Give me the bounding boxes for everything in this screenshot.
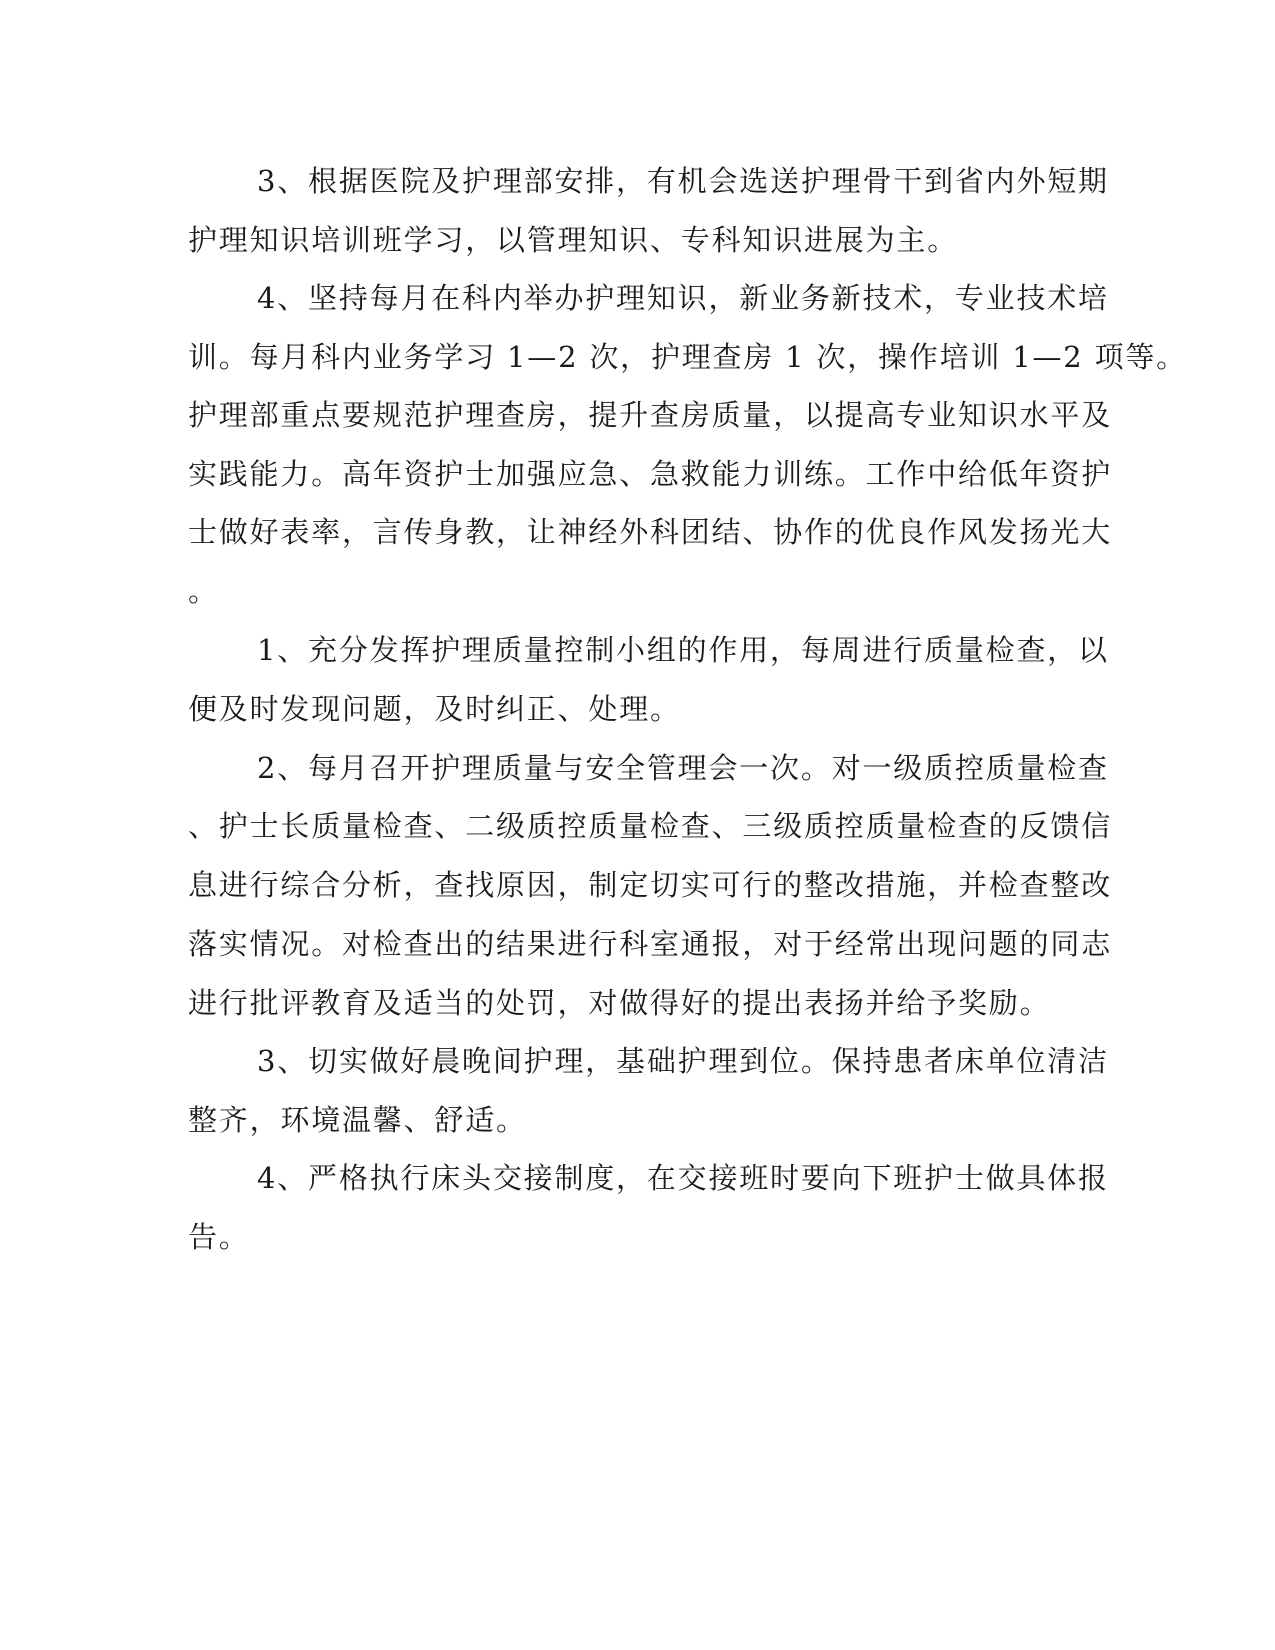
text-line: 4、坚持每月在科内举办护理知识，新业务新技术，专业技术培 [257,281,1109,315]
text-line: 2、每月召开护理质量与安全管理会一次。对一级质控质量检查 [257,751,1109,785]
text-line: 3、根据医院及护理部安排，有机会选送护理骨干到省内外短期 [257,164,1109,198]
text-line: 护理部重点要规范护理查房，提升查房质量，以提高专业知识水平及 [188,398,1113,432]
text-line: 息进行综合分析，查找原因，制定切实可行的整改措施，并检查整改 [188,868,1113,902]
text-line: 训。每月科内业务学习 1—2 次，护理查房 1 次，操作培训 1—2 项等。 [188,340,1187,374]
text-line: 进行批评教育及适当的处罚，对做得好的提出表扬并给予奖励。 [188,986,1051,1020]
text-line: 士做好表率，言传身教，让神经外科团结、协作的优良作风发扬光大 [188,515,1113,549]
text-line: 告。 [188,1220,250,1254]
text-line: 实践能力。高年资护士加强应急、急救能力训练。工作中给低年资护 [188,457,1113,491]
text-line: 落实情况。对检查出的结果进行科室通报，对于经常出现问题的同志 [188,927,1113,961]
text-line: 4、严格执行床头交接制度，在交接班时要向下班护士做具体报 [257,1161,1109,1195]
text-line: 3、切实做好晨晚间护理，基础护理到位。保持患者床单位清洁 [257,1044,1109,1078]
text-line: 。 [188,574,219,608]
text-line: 便及时发现问题，及时纠正、处理。 [188,692,681,726]
text-line: 1、充分发挥护理质量控制小组的作用，每周进行质量检查，以 [257,633,1109,667]
text-line: 护理知识培训班学习，以管理知识、专科知识进展为主。 [188,223,959,257]
text-line: 整齐，环境温馨、舒适。 [188,1103,527,1137]
text-line: 、护士长质量检查、二级质控质量检查、三级质控质量检查的反馈信 [188,809,1113,843]
